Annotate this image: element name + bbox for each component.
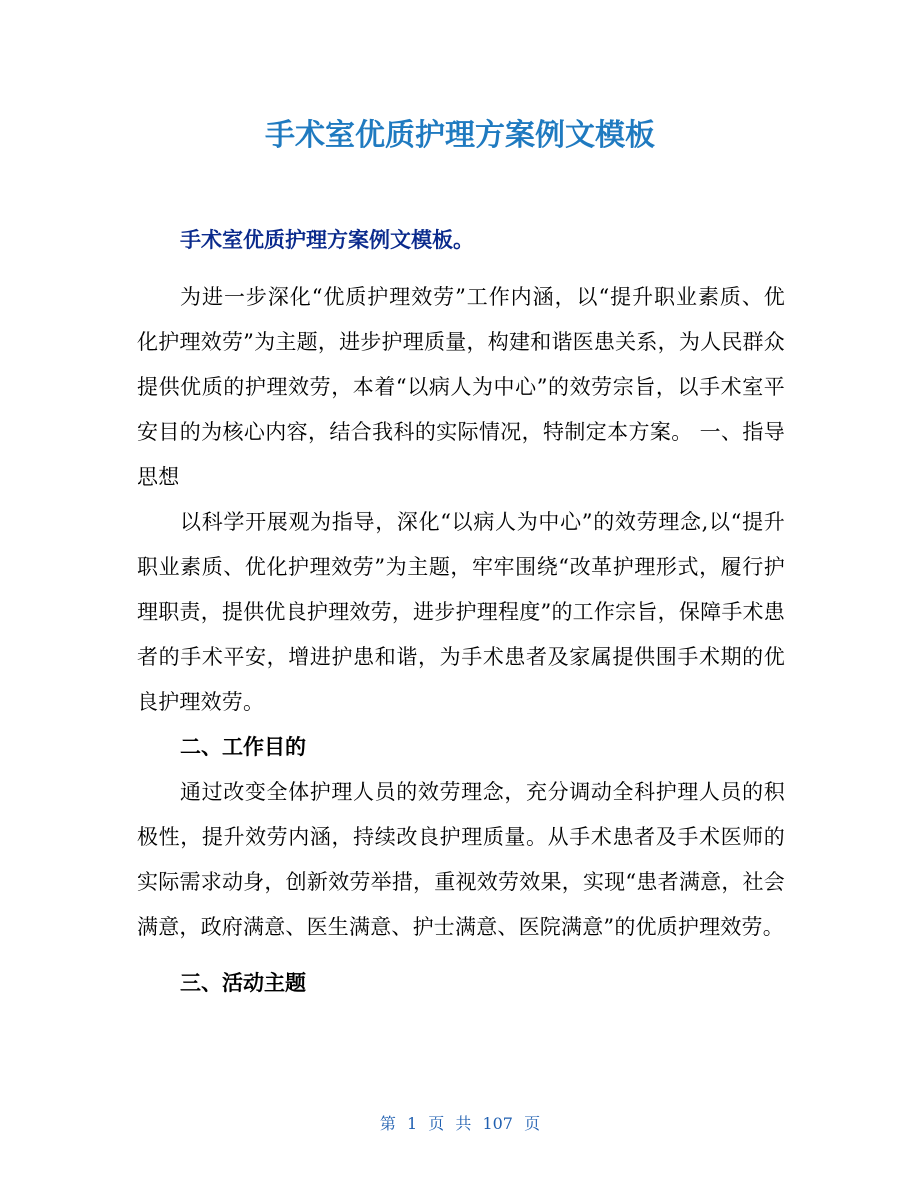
heading-work-goal: 二、工作目的 [180,735,307,759]
page-number-footer: 第 1 页 共 107 页 [379,1114,541,1133]
document-subtitle: 手术室优质护理方案例文模板。 [180,228,474,252]
document-title: 手术室优质护理方案例文模板 [265,118,655,153]
heading-activity-theme: 三、活动主题 [180,971,307,995]
paragraph-work-goal: 通过改变全体护理人员的效劳理念，充分调动全科护理人员的积极性，提升效劳内涵，持续改良护理质量。从手术患者及手术医师的实际需求动身，创新效劳举措，重视效劳效果，实现“患者满意，社会满意，政府满意、医生满意、护士满意、医院满意”的优质护理效劳。 [137,780,785,939]
paragraph-guiding-thought: 以科学开展观为指导，深化“以病人为中心”的效劳理念,以“提升职业素质、优化护理效劳”为主题，牢牢围绕“改革护理形式，履行护理职责，提供优良护理效劳，进步护理程度”的工作宗旨，保障手术患者的手术平安，增进护患和谐，为手术患者及家属提供围手术期的优良护理效劳。 [137,510,785,714]
paragraph-intro: 为进一步深化“优质护理效劳”工作内涵，以“提升职业素质、优化护理效劳”为主题，进步护理质量，构建和谐医患关系，为人民群众提供优质的护理效劳，本着“以病人为中心”的效劳宗旨，以手术室平安目的为核心内容，结合我科的实际情况，特制定本方案。 一、指导思想 [137,285,785,489]
document-body [137,275,785,1006]
